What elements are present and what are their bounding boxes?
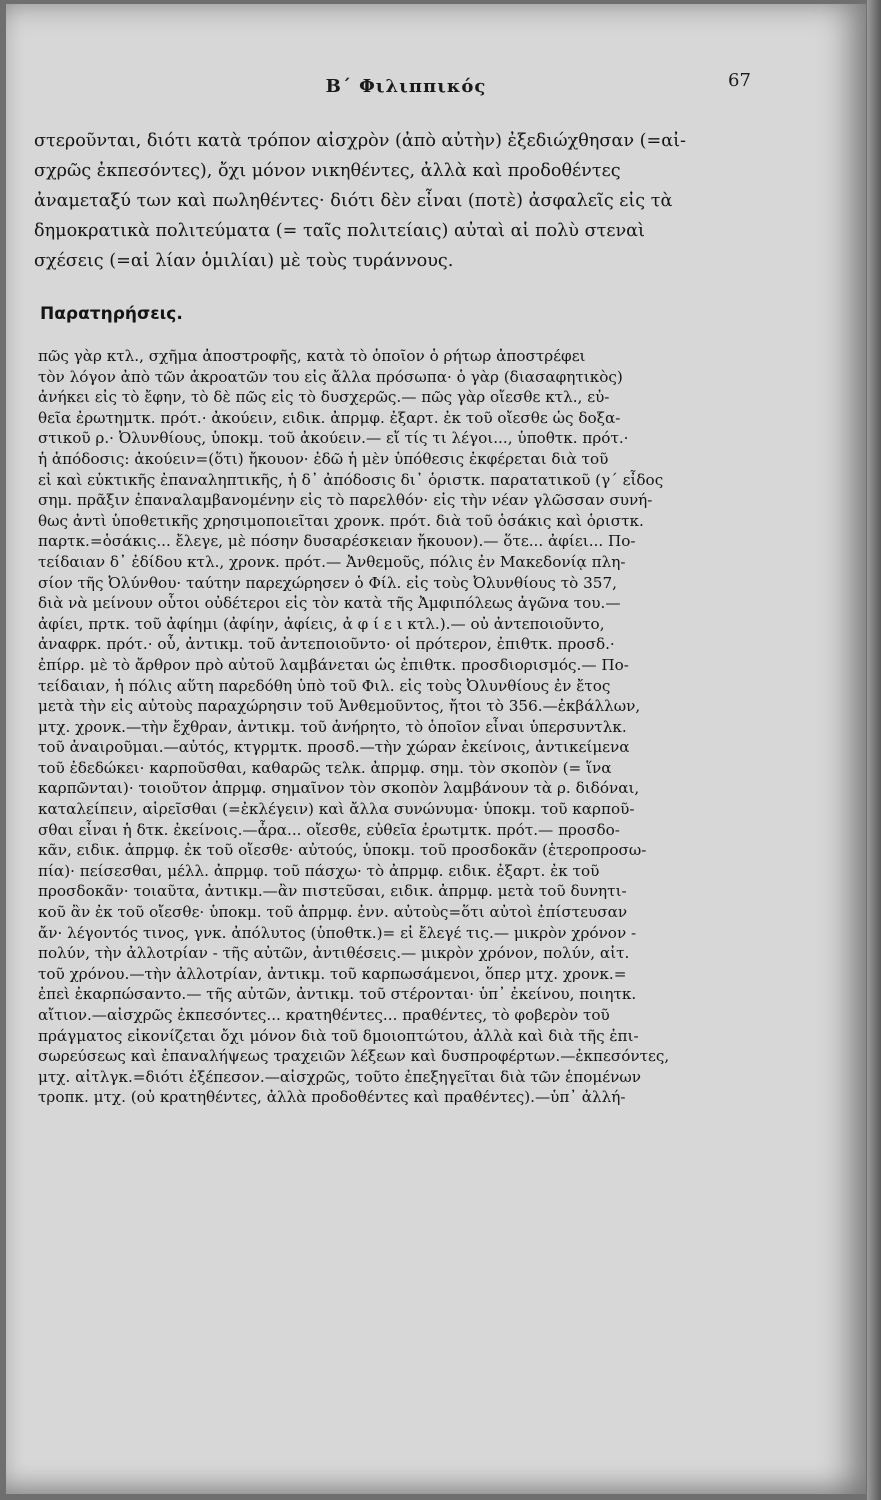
note-line: καρπῶνται)· τοιοῦτον ἀπρμφ. σημαῖνον τὸν σκοπὸν λαμβάνουν τὰ ρ. διδόναι, xyxy=(38,779,640,798)
notes-text xyxy=(38,346,774,1108)
note-line: μετὰ τὴν εἰς αὐτοὺς παραχώρησιν τοῦ Ἀνθεμοῦντος, ἤτοι τὸ 356.—ἐκβάλλων, xyxy=(38,697,641,716)
note-line: ἀνήκει εἰς τὸ ἔφην, τὸ δὲ πῶς εἰς τὸ δυσχερῶς.— πῶς γὰρ οἴεσθε κτλ., εὐ- xyxy=(38,388,610,407)
note-line: καταλείπειν, αἱρεῖσθαι (=ἐκλέγειν) καὶ ἄλλα συνώνυμα· ὑποκμ. τοῦ καρποῦ- xyxy=(38,800,635,819)
note-line: ἄν· λέγοντός τινος, γνκ. ἀπόλυτος (ὑποθτκ.)= εἰ ἔλεγέ τις.— μικρὸν χρόνον - xyxy=(38,923,637,942)
note-line: θως ἀντὶ ὑποθετικῆς χρησιμοποιεῖται χρονκ. πρότ. διὰ τοῦ ὁσάκις καὶ ὁριστκ. xyxy=(38,511,644,530)
note-line: θεῖα ἐρωτημτκ. πρότ.· ἀκούειν, ειδικ. ἀπρμφ. ἐξαρτ. ἐκ τοῦ οἴεσθε ὡς δοξα- xyxy=(38,408,621,427)
text-line: σχρῶς ἐκπεσόντες), ὄχι μόνον νικηθέντες, ἀλλὰ καὶ προδοθέντες xyxy=(34,161,621,181)
text-line: ἀναμεταξύ των καὶ πωληθέντες· διότι δὲν εἶναι (ποτὲ) ἀσφαλεῖς εἰς τὰ xyxy=(34,191,673,211)
note-line: ἡ ἀπόδοσις: ἀκούειν=(ὅτι) ἤκουον· ἐδῶ ἡ μὲν ὑπόθεσις ἐκφέρεται διὰ τοῦ xyxy=(38,449,609,468)
note-line: ἐπεὶ ἐκαρπώσαντο.— τῆς αὐτῶν, ἀντικμ. τοῦ στέρονται· ὑπ᾽ ἐκείνου, ποιητκ. xyxy=(38,985,637,1004)
note-line: τοῦ ἐδεδώκει· καρποῦσθαι, καθαρῶς τελκ. ἀπρμφ. σημ. τὸν σκοπὸν (= ἵνα xyxy=(38,758,612,777)
text-line: στεροῦνται, διότι κατὰ τρόπον αἰσχρὸν (ἀπὸ αὐτὴν) ἐξεδιώχθησαν (=αἰ- xyxy=(34,131,686,151)
note-line: πράγματος εἰκονίζεται ὄχι μόνον διὰ τοῦ δμοιοπτώτου, ἀλλὰ καὶ διὰ τῆς ἐπι- xyxy=(38,1026,639,1045)
note-line: πία)· πείσεσθαι, μέλλ. ἀπρμφ. τοῦ πάσχω· τὸ ἀπρμφ. ειδικ. ἐξαρτ. ἐκ τοῦ xyxy=(38,861,600,880)
note-line: τείδαιαν δ᾽ ἐδίδου κτλ., χρονκ. πρότ.— Ἀνθεμοῦς, πόλις ἐν Μακεδονίᾳ πλη- xyxy=(38,552,626,571)
book-page xyxy=(6,4,866,1494)
note-line: τείδαιαν, ἡ πόλις αὕτη παρεδόθη ὑπὸ τοῦ Φιλ. εἰς τοὺς Ὀλυνθίους ἐν ἔτος xyxy=(38,676,611,695)
note-line: σίον τῆς Ὀλύνθου· ταύτην παρεχώρησεν ὁ Φίλ. εἰς τοὺς Ὀλυνθίους τὸ 357, xyxy=(38,573,617,592)
note-line: στικοῦ ρ.· Ὀλυνθίους, ὑποκμ. τοῦ ἀκούειν.— εἴ τίς τι λέγοι..., ὑποθτκ. πρότ.· xyxy=(38,429,629,448)
note-line: ἀφίει, πρτκ. τοῦ ἀφίημι (ἀφίην, ἀφίεις, ἀ φ ί ε ι κτλ.).— οὐ ἀντεποιοῦντο, xyxy=(38,614,605,633)
note-line: σωρεύσεως καὶ ἐπαναλήψεως τραχειῶν λέξεων καὶ δυσπροφέρτων.—ἐκπεσόντες, xyxy=(38,1047,670,1066)
page-edge-shadow xyxy=(867,0,881,1500)
note-line: σημ. πρᾶξιν ἐπαναλαμβανομένην εἰς τὸ παρελθόν· εἰς τὴν νέαν γλῶσσαν συνή- xyxy=(38,491,653,510)
note-line: παρτκ.=ὁσάκις... ἔλεγε, μὲ πόσην δυσαρέσκειαν ἤκουον).— ὅτε... ἀφίει... Πο- xyxy=(38,532,636,551)
note-line: ἐπίρρ. μὲ τὸ ἄρθρον πρὸ αὐτοῦ λαμβάνεται ὡς ἐπιθτκ. προσδιορισμός.— Πο- xyxy=(38,655,629,674)
running-head: Β΄ Φιλιππικός xyxy=(325,76,487,97)
note-line: κοῦ ἂν ἐκ τοῦ οἴεσθε· ὑποκμ. τοῦ ἀπρμφ. ἐνν. αὐτοὺς=ὅτι αὐτοὶ ἐπίστευσαν xyxy=(38,903,628,922)
text-line: σχέσεις (=αἱ λίαν ὁμιλίαι) μὲ τοὺς τυράννους. xyxy=(34,251,454,271)
note-line: τοῦ χρόνου.—τὴν ἀλλοτρίαν, ἀντικμ. τοῦ καρπωσάμενοι, ὅπερ μτχ. χρονκ.= xyxy=(38,964,627,983)
note-line: τὸν λόγον ἀπὸ τῶν ἀκροατῶν του εἰς ἄλλα πρόσωπα· ὁ γὰρ (διασαφητικὸς) xyxy=(38,367,623,386)
note-line: πολύν, τὴν ἀλλοτρίαν - τῆς αὐτῶν, ἀντιθέσεις.— μικρὸν χρόνον, πολύν, αἰτ. xyxy=(38,944,630,963)
note-line: πῶς γὰρ κτλ., σχῆμα ἀποστροφῆς, κατὰ τὸ ὁποῖον ὁ ρήτωρ ἀποστρέφει xyxy=(38,347,586,365)
note-line: μτχ. αἰτλγκ.=διότι ἐξέπεσον.—αἰσχρῶς, τοῦτο ἐπεξηγεῖται διὰ τῶν ἑπομένων xyxy=(38,1067,642,1086)
note-line: τοῦ ἀναιροῦμαι.—αὐτός, κτγρμτκ. προσδ.—τὴν χώραν ἐκείνοις, ἀντικείμενα xyxy=(38,738,630,757)
text-line: δημοκρατικὰ πολιτεύματα (= ταῖς πολιτείαις) αὐταὶ αἱ πολὺ στεναὶ xyxy=(34,221,645,241)
note-line: τροπκ. μτχ. (οὐ κρατηθέντες, ἀλλὰ προδοθέντες καὶ πραθέντες).—ὑπ᾽ ἀλλή- xyxy=(38,1088,626,1107)
page-number: 67 xyxy=(728,70,751,91)
note-line: μτχ. χρονκ.—τὴν ἔχθραν, ἀντικμ. τοῦ ἀνήρητο, τὸ ὁποῖον εἶναι ὑπερσυντλκ. xyxy=(38,717,627,736)
note-line: σθαι εἶναι ἡ δτκ. ἐκείνοις.—ἆρα... οἴεσθε, εὐθεῖα ἐρωτμτκ. πρότ.— προσδο- xyxy=(38,820,620,839)
main-text xyxy=(34,126,774,276)
note-line: διὰ νὰ μείνουν οὗτοι οὐδέτεροι εἰς τὸν κατὰ τῆς Ἀμφιπόλεως ἀγῶνα του.— xyxy=(38,594,621,613)
note-line: κᾶν, ειδικ. ἀπρμφ. ἐκ τοῦ οἴεσθε· αὐτούς, ὑποκμ. τοῦ προσδοκᾶν (ἑτεροπροσω- xyxy=(38,841,647,860)
note-line: αἴτιον.—αἰσχρῶς ἐκπεσόντες... κρατηθέντες... πραθέντες, τὸ φοβερὸν τοῦ xyxy=(38,1006,610,1024)
section-heading: Παρατηρήσεις. xyxy=(40,304,183,324)
note-line: προσδοκᾶν· τοιαῦτα, ἀντικμ.—ἂν πιστεῦσαι, ειδικ. ἀπρμφ. μετὰ τοῦ δυνητι- xyxy=(38,882,627,901)
note-line: ἀναφρκ. πρότ.· οὗ, ἀντικμ. τοῦ ἀντεποιοῦντο· οἱ πρότερον, ἐπιθτκ. προσδ.· xyxy=(38,635,615,654)
note-line: εἰ καὶ εὐκτικῆς ἐπαναληπτικῆς, ἡ δ᾽ ἀπόδοσις δι᾽ ὁριστκ. παρατατικοῦ (γ΄ εἶδος xyxy=(38,470,664,489)
